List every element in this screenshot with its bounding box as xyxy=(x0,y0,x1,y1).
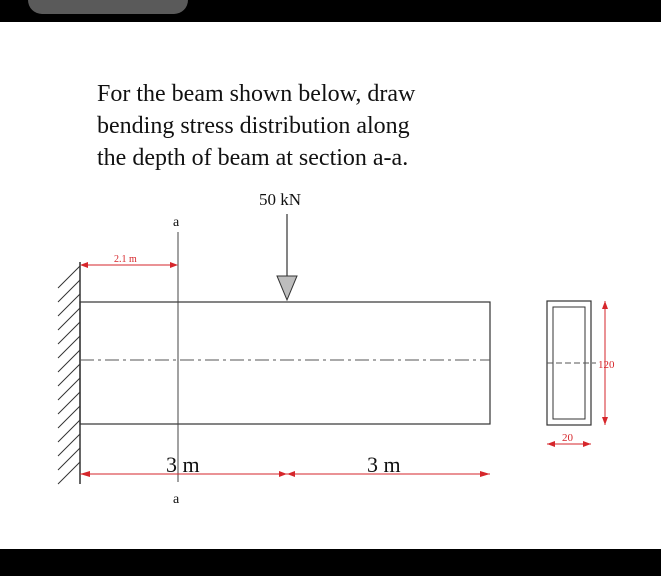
section-width-arrow-left xyxy=(547,441,555,447)
bottom-nav-bar xyxy=(0,549,661,576)
dim-arrow-left xyxy=(80,262,88,268)
section-width-arrow-right xyxy=(583,441,591,447)
span-label-right: 3 m xyxy=(367,452,401,477)
section-width-label: 20 xyxy=(562,432,573,444)
span-arrow-mid-right xyxy=(287,471,295,477)
span-arrow-right xyxy=(480,471,490,477)
section-depth-label: 120 xyxy=(598,359,615,371)
load-label: 50 kN xyxy=(259,190,302,209)
fixed-support-hatching xyxy=(58,266,80,484)
section-depth-arrow-bottom xyxy=(602,417,608,425)
section-bottom-label: a xyxy=(173,492,180,507)
section-top-label: a xyxy=(173,215,180,230)
section-depth-arrow-top xyxy=(602,301,608,309)
beam-body xyxy=(80,302,490,424)
span-arrow-left xyxy=(80,471,90,477)
dim-arrow-right xyxy=(170,262,178,268)
span-arrow-mid-left xyxy=(279,471,287,477)
problem-line-2: bending stress distribution along xyxy=(97,113,410,139)
load-arrow-head xyxy=(277,276,297,300)
dim-label-2-1: 2.1 m xyxy=(114,254,137,265)
span-label-left: 3 m xyxy=(166,452,200,477)
problem-line-3: the depth of beam at section a-a. xyxy=(97,145,409,171)
problem-line-1: For the beam shown below, draw xyxy=(97,81,416,107)
